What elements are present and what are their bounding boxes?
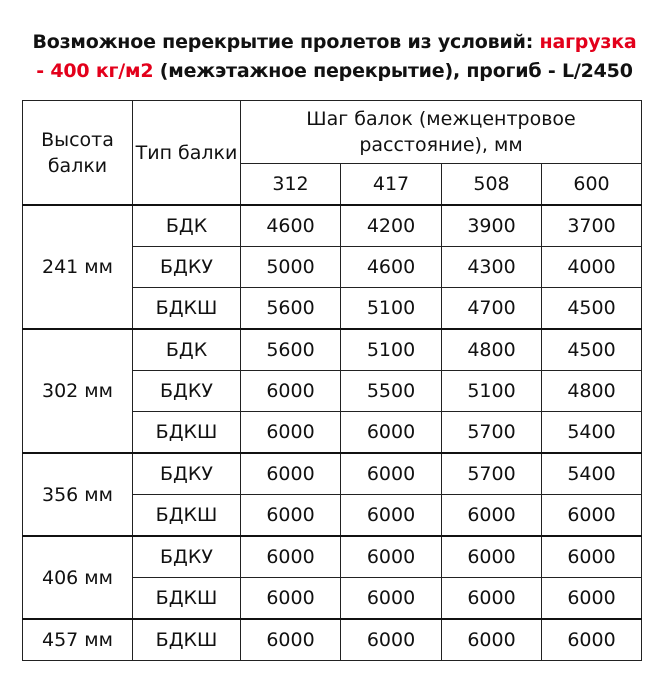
span-value-cell: 6000 [442, 495, 542, 537]
beam-height-cell: 356 мм [23, 453, 133, 536]
table-row [23, 536, 642, 578]
beam-type-cell: БДК [133, 205, 241, 247]
span-value-cell: 6000 [442, 578, 542, 620]
title-line-2 [0, 57, 669, 86]
span-value-cell: 4600 [341, 247, 442, 288]
span-value-cell: 5700 [442, 412, 542, 454]
span-value-cell: 4600 [241, 205, 341, 247]
header-spacing: Шаг балок (межцентровое расстояние), мм [241, 101, 642, 164]
beam-type-cell: БДКУ [133, 371, 241, 412]
header-spacing-value: 508 [442, 164, 542, 206]
beam-type-cell: БДКШ [133, 619, 241, 661]
span-value-cell: 6000 [442, 619, 542, 661]
span-value-cell: 6000 [241, 619, 341, 661]
beam-type-cell: БДКШ [133, 495, 241, 537]
title-highlight-1: нагрузка [539, 31, 637, 53]
span-value-cell: 5100 [442, 371, 542, 412]
span-value-cell: 5000 [241, 247, 341, 288]
table-row [23, 205, 642, 247]
title-line-1 [0, 28, 669, 57]
beam-type-cell: БДК [133, 329, 241, 371]
span-value-cell: 6000 [241, 453, 341, 495]
span-value-cell: 6000 [542, 578, 642, 620]
header-beam-type: Тип балки [133, 101, 241, 206]
table-row [23, 453, 642, 495]
span-value-cell: 5600 [241, 288, 341, 330]
span-value-cell: 5600 [241, 329, 341, 371]
beam-type-cell: БДКУ [133, 247, 241, 288]
span-value-cell: 5100 [341, 288, 442, 330]
span-value-cell: 6000 [241, 495, 341, 537]
span-value-cell: 6000 [542, 619, 642, 661]
span-value-cell: 4300 [442, 247, 542, 288]
span-value-cell: 6000 [241, 412, 341, 454]
span-value-cell: 6000 [442, 536, 542, 578]
span-value-cell: 6000 [341, 412, 442, 454]
span-value-cell: 6000 [341, 619, 442, 661]
table-row [23, 619, 642, 661]
title-text-1: Возможное перекрытие пролетов из условий: [32, 31, 534, 53]
span-table [22, 100, 642, 661]
beam-height-cell: 302 мм [23, 329, 133, 453]
header-spacing-value: 417 [341, 164, 442, 206]
span-value-cell: 5100 [341, 329, 442, 371]
table-row [23, 329, 642, 371]
span-value-cell: 3900 [442, 205, 542, 247]
span-value-cell: 4500 [542, 329, 642, 371]
title-highlight-2: - 400 кг/м2 [36, 60, 154, 82]
span-value-cell: 6000 [241, 578, 341, 620]
span-value-cell: 6000 [341, 495, 442, 537]
beam-type-cell: БДКУ [133, 536, 241, 578]
header-spacing-value: 600 [542, 164, 642, 206]
span-value-cell: 6000 [542, 495, 642, 537]
header-beam-height: Высота балки [23, 101, 133, 206]
beam-type-cell: БДКШ [133, 412, 241, 454]
span-value-cell: 4800 [542, 371, 642, 412]
span-value-cell: 6000 [241, 536, 341, 578]
beam-type-cell: БДКШ [133, 288, 241, 330]
span-value-cell: 6000 [341, 453, 442, 495]
span-value-cell: 6000 [542, 536, 642, 578]
span-value-cell: 5700 [442, 453, 542, 495]
beam-type-cell: БДКШ [133, 578, 241, 620]
beam-height-cell: 406 мм [23, 536, 133, 619]
span-value-cell: 3700 [542, 205, 642, 247]
span-value-cell: 4500 [542, 288, 642, 330]
span-value-cell: 5400 [542, 453, 642, 495]
span-value-cell: 5400 [542, 412, 642, 454]
span-value-cell: 6000 [341, 536, 442, 578]
title-text-2: (межэтажное перекрытие), прогиб - L/2450 [159, 60, 633, 82]
span-value-cell: 6000 [241, 371, 341, 412]
beam-height-cell: 457 мм [23, 619, 133, 661]
span-value-cell: 4800 [442, 329, 542, 371]
page-title [0, 28, 669, 86]
span-value-cell: 6000 [341, 578, 442, 620]
span-value-cell: 4700 [442, 288, 542, 330]
header-spacing-value: 312 [241, 164, 341, 206]
beam-height-cell: 241 мм [23, 205, 133, 329]
span-value-cell: 4000 [542, 247, 642, 288]
beam-type-cell: БДКУ [133, 453, 241, 495]
span-value-cell: 5500 [341, 371, 442, 412]
span-value-cell: 4200 [341, 205, 442, 247]
